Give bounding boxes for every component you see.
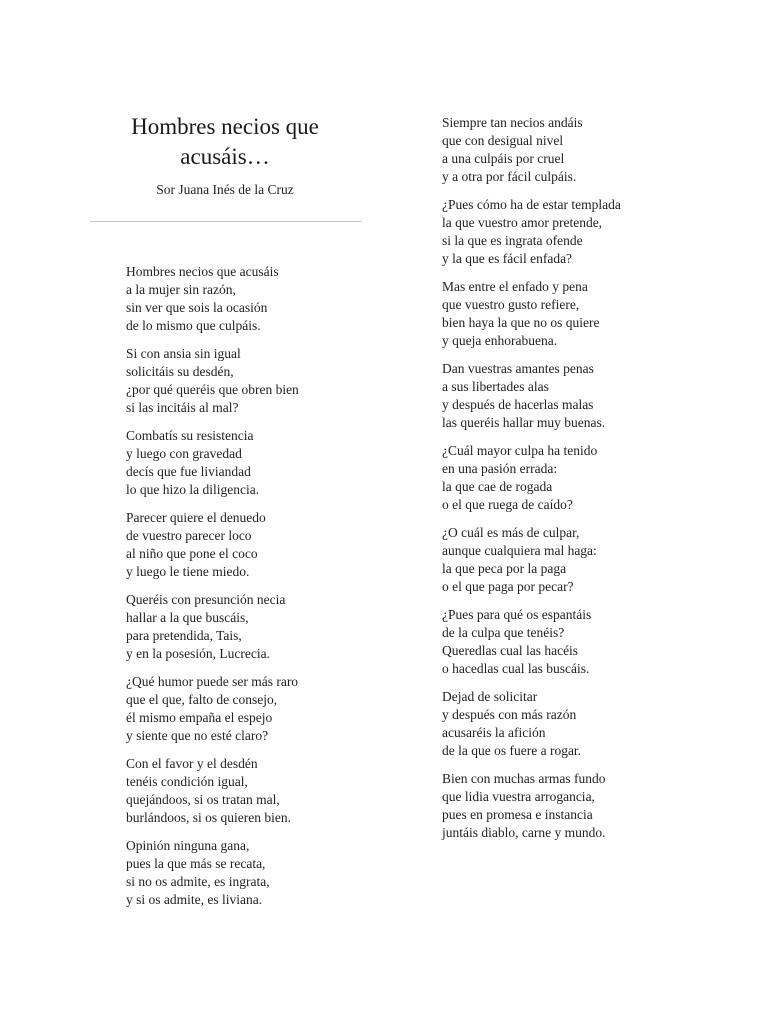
poem-line: y siente que no esté claro? <box>126 728 269 743</box>
poem-line: que vuestro gusto refiere, <box>442 297 580 312</box>
poem-line: acusaréis la afición <box>442 725 546 740</box>
stanza <box>126 591 376 663</box>
poem-title-line: acusáis… <box>180 144 270 169</box>
poem-line: de vuestro parecer loco <box>126 528 252 543</box>
poem-line: si las incitáis al mal? <box>126 400 239 415</box>
stanza <box>442 196 712 268</box>
poem-line: y queja enhorabuena. <box>442 333 558 348</box>
poem-line: Mas entre el enfado y pena <box>442 279 588 294</box>
poem-line: ¿Pues cómo ha de estar templada <box>442 197 621 212</box>
stanza <box>126 345 376 417</box>
stanza <box>442 688 712 760</box>
poem-title <box>90 112 360 172</box>
poem-line: o el que paga por pecar? <box>442 579 574 594</box>
poem-line: solicitáis su desdén, <box>126 364 234 379</box>
stanza <box>442 278 712 350</box>
poem-line: burlándoos, si os quieren bien. <box>126 810 291 825</box>
poem-line: la que vuestro amor pretende, <box>442 215 603 230</box>
poem-line: ¿por qué queréis que obren bien <box>126 382 299 397</box>
poem-line: que con desigual nivel <box>442 133 564 148</box>
poem-line: la que cae de rogada <box>442 479 553 494</box>
stanza <box>126 509 376 581</box>
stanza <box>442 770 712 842</box>
stanza <box>442 114 712 186</box>
poem-line: y después con más razón <box>442 707 577 722</box>
poem-line: decís que fue liviandad <box>126 464 251 479</box>
poem-line: pues en promesa e instancia <box>442 807 593 822</box>
poem-line: hallar a la que buscáis, <box>126 610 249 625</box>
poem-line: pues la que más se recata, <box>126 856 266 871</box>
poem-column-left <box>126 263 376 919</box>
poem-line: y luego le tiene miedo. <box>126 564 250 579</box>
poem-line: a la mujer sin razón, <box>126 282 236 297</box>
poem-line: Siempre tan necios andáis <box>442 115 583 130</box>
poem-author: Sor Juana Inés de la Cruz <box>156 182 294 197</box>
poem-line: de lo mismo que culpáis. <box>126 318 261 333</box>
poem-line: de la culpa que tenéis? <box>442 625 565 640</box>
poem-column-right <box>442 114 712 852</box>
poem-line: Hombres necios que acusáis <box>126 264 279 279</box>
poem-line: a sus libertades alas <box>442 379 549 394</box>
poem-line: Si con ansia sin igual <box>126 346 241 361</box>
poem-line: él mismo empaña el espejo <box>126 710 273 725</box>
poem-line: ¿Pues para qué os espantáis <box>442 607 592 622</box>
poem-line: al niño que pone el coco <box>126 546 258 561</box>
poem-line: ¿Qué humor puede ser más raro <box>126 674 299 689</box>
poem-line: de la que os fuere a rogar. <box>442 743 582 758</box>
poem-line: en una pasión errada: <box>442 461 558 476</box>
poem-line: y después de hacerlas malas <box>442 397 594 412</box>
stanza <box>442 524 712 596</box>
poem-line: Queredlas cual las hacéis <box>442 643 579 658</box>
stanza <box>126 673 376 745</box>
poem-line: bien haya la que no os quiere <box>442 315 600 330</box>
poem-line: Queréis con presunción necia <box>126 592 286 607</box>
poem-line: ¿O cuál es más de culpar, <box>442 525 580 540</box>
poem-line: a una culpáis por cruel <box>442 151 565 166</box>
poem-line: quejándoos, si os tratan mal, <box>126 792 280 807</box>
poem-line: si no os admite, es ingrata, <box>126 874 270 889</box>
poem-line: sin ver que sois la ocasión <box>126 300 268 315</box>
stanza <box>442 442 712 514</box>
poem-line: Dejad de solicitar <box>442 689 538 704</box>
poem-line: tenéis condición igual, <box>126 774 248 789</box>
poem-line: Con el favor y el desdén <box>126 756 258 771</box>
poem-line: la que peca por la paga <box>442 561 567 576</box>
poem-line: y a otra por fácil culpáis. <box>442 169 577 184</box>
poem-line: y si os admite, es liviana. <box>126 892 263 907</box>
poem-line: lo que hizo la diligencia. <box>126 482 260 497</box>
poem-line: que lidia vuestra arrogancia, <box>442 789 595 804</box>
poem-line: y la que es fácil enfada? <box>442 251 573 266</box>
poem-line: ¿Cuál mayor culpa ha tenido <box>442 443 598 458</box>
poem-line: Bien con muchas armas fundo <box>442 771 606 786</box>
poem-title-line: Hombres necios que <box>131 114 319 139</box>
poem-line: para pretendida, Tais, <box>126 628 242 643</box>
poem-line: y luego con gravedad <box>126 446 242 461</box>
poem-line: Opinión ninguna gana, <box>126 838 250 853</box>
stanza <box>442 606 712 678</box>
poem-line: aunque cualquiera mal haga: <box>442 543 597 558</box>
stanza <box>442 360 712 432</box>
poem-line: y en la posesión, Lucrecia. <box>126 646 270 661</box>
poem-line: o hacedlas cual las buscáis. <box>442 661 590 676</box>
poem-line: si la que es ingrata ofende <box>442 233 583 248</box>
poem-line: Dan vuestras amantes penas <box>442 361 594 376</box>
poem-line: juntáis diablo, carne y mundo. <box>442 825 606 840</box>
poem-line: las queréis hallar muy buenas. <box>442 415 606 430</box>
stanza <box>126 427 376 499</box>
poem-line: o el que ruega de caído? <box>442 497 573 512</box>
stanza <box>126 755 376 827</box>
title-divider <box>90 221 362 222</box>
poem-line: Combatís su resistencia <box>126 428 254 443</box>
poem-line: Parecer quiere el denuedo <box>126 510 266 525</box>
stanza <box>126 837 376 909</box>
stanza <box>126 263 376 335</box>
poem-line: que el que, falto de consejo, <box>126 692 278 707</box>
